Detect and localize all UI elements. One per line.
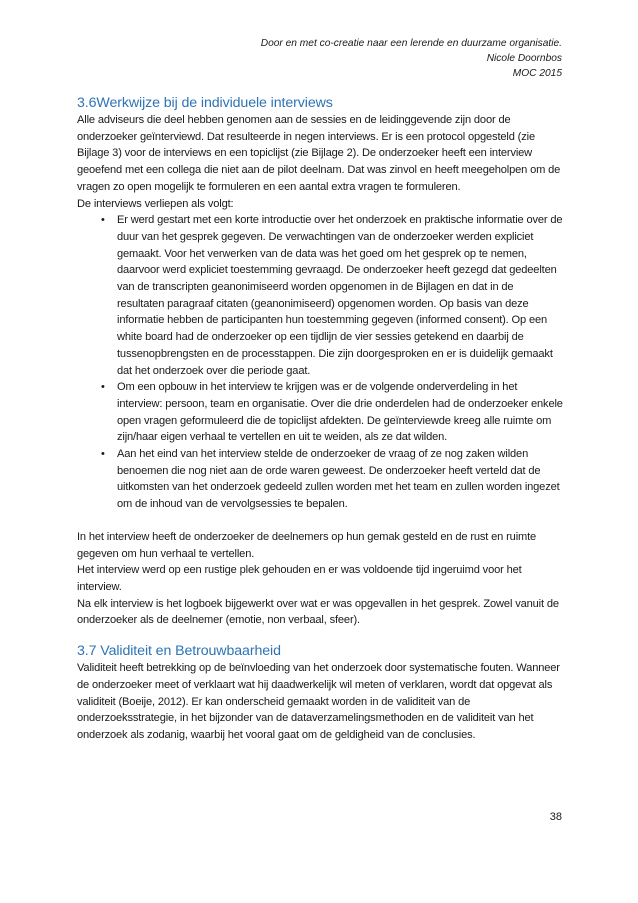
bullet-icon: •: [101, 448, 105, 461]
list-item-text: Aan het eind van het interview stelde de onderzoeker de vraag of ze nog zaken wilden benoemen die nog niet aan de orde waren geweest. De onderzoeker heeft verteld dat de uitkomsten van het onderzoek gedeeld zullen worden met het team en zullen worden ingezet om de inhoud van de vervolgsessies te bepalen.: [117, 448, 560, 511]
header-title: Door en met co-creatie naar een lerende en duurzame organisatie.: [260, 38, 562, 49]
page-body: [77, 94, 563, 744]
section-heading-validiteit: 3.7 Validiteit en Betrouwbaarheid: [77, 643, 281, 660]
list-item-text: Om een opbouw in het interview te krijgen was er de volgende onderverdeling in het interview: persoon, team en organisatie. Over die drie onderdelen had de onderzoeker enkele open vragen geformuleerd die de topiclijst afdekten. De geïnterviewde kreeg alle ruimte om zijn/haar eigen verhaal te vertellen en uit te weiden, als ze dat wilden.: [117, 381, 563, 444]
bullet-icon: •: [101, 214, 105, 227]
intro-paragraph: Alle adviseurs die deel hebben genomen aan de sessies en de leidinggevende zijn door de onderzoeker geïnterviewd. Dat resulteerde in negen interviews. Er is een protocol opgesteld (zie Bijlage 3) voor de interviews en een topiclijst (zie Bijlage 2). De onderzoeker heeft een interview geoefend met een collega die niet aan de pilot deelnam. Dat was zinvol en heeft meegeholpen om de vragen zo open mogelijk te formuleren en een aantal extra vragen te formuleren.: [77, 114, 561, 193]
list-item-text: Er werd gestart met een korte introductie over het onderzoek en praktische informatie over de duur van het gesprek gegeven. De verwachtingen van de onderzoeker werden expliciet gemaakt. Voor het verwerken van de data was het goed om het gesprek op te nemen, daarvoor werd expliciet toestemming gevraagd. De onderzoeker heeft gezegd dat gedeelten van de transcripten geanonimiseerd worden opgenomen in de Bijlagen en dat in de resultaten paragraaf citaten (geanonimiseerd) opgenomen worden. Op basis van deze informatie hebben de participanten hun toestemming gegeven (informed consent). Op een white board had de onderzoeker op een tijdlijn de vier sessies getekend en daarbij de tussenopbrengsten en de processtappen. Die zijn doorgesproken en er is duidelijk gemaakt dat het onderzoek over die periode gaat.: [117, 214, 563, 377]
paragraph-plek: Het interview werd op een rustige plek gehouden en er was voldoende tijd ingeruimd voor het interview.: [77, 564, 522, 593]
list-item: [77, 212, 563, 379]
header-course: MOC 2015: [512, 68, 562, 79]
bullet-icon: •: [101, 381, 105, 394]
list-item: [77, 379, 563, 446]
list-item: [77, 446, 563, 513]
paragraph-logboek: Na elk interview is het logboek bijgewerkt over wat er was opgevallen in het gesprek. Zowel vanuit de onderzoeker als de deelnemer (emotie, non verbaal, sfeer).: [77, 597, 559, 627]
page-number: 38: [549, 811, 562, 823]
header-author: Nicole Doornbos: [486, 53, 562, 64]
interview-steps-list: [77, 212, 563, 513]
spacer: [77, 513, 563, 529]
validiteit-paragraph: Validiteit heeft betrekking op de beïnvloeding van het onderzoek door systematische fouten. Wanneer de onderzoeker meet of verklaart wat hij daadwerkelijk wil meten of verklaren, wordt dat opgevat als validiteit (Boeije, 2012). Er kan onderscheid gemaakt worden in de validiteit van de onderzoeksstrategie, in het bijzonder van de dataverzamelingsmethoden en de validiteit van het onderzoek als zodanig, waarbij het vooral gaat om de geldigheid van de conclusies.: [77, 662, 560, 741]
section-heading-werkwijze: 3.6Werkwijze bij de individuele interviews: [77, 95, 333, 111]
running-header: [142, 36, 562, 81]
list-intro: De interviews verliepen als volgt:: [77, 197, 234, 210]
paragraph-rust: In het interview heeft de onderzoeker de deelnemers op hun gemak gesteld en de rust en ruimte gegeven om hun verhaal te vertellen.: [77, 530, 537, 560]
